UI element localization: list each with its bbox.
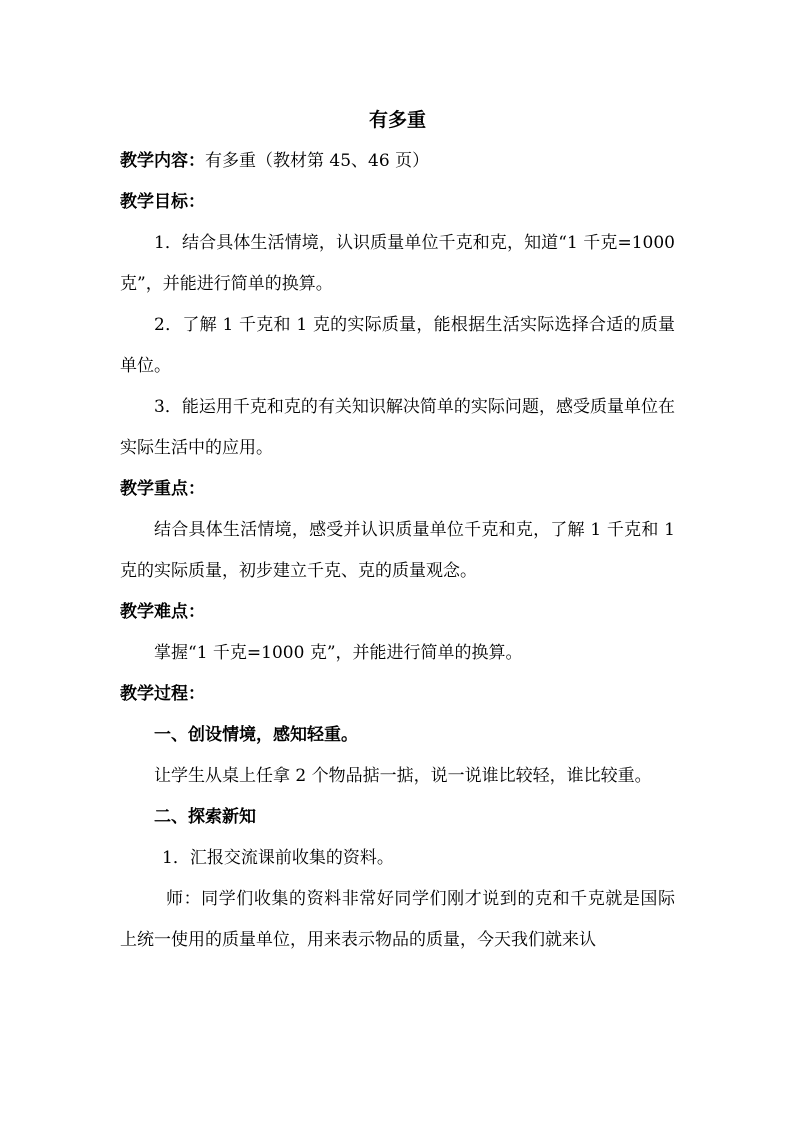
teaching-content-line bbox=[120, 141, 675, 182]
step1-text: 1．汇报交流课前收集的资料。 bbox=[162, 848, 394, 868]
section2-heading: 二、探索新知 bbox=[154, 807, 256, 827]
difficulty-heading: 教学难点： bbox=[120, 602, 205, 622]
document-body bbox=[120, 100, 675, 961]
teacher-text: 师：同学们收集的资料非常好同学们刚才说到的克和千克就是国际上统一使用的质量单位，用来表示物品的质量，今天我们就来认 bbox=[120, 889, 675, 950]
teaching-content-label: 教学内容： bbox=[120, 151, 205, 171]
objective-item-2: 2．了解 1 千克和 1 克的实际质量，能根据生活实际选择合适的质量单位。 bbox=[120, 315, 675, 376]
process-heading: 教学过程： bbox=[120, 684, 205, 704]
document-title: 有多重 bbox=[368, 109, 426, 131]
key-points-heading: 教学重点： bbox=[120, 479, 205, 499]
objective-item-1: 1．结合具体生活情境，认识质量单位千克和克，知道“1 千克=1000 克”，并能进行简单的换算。 bbox=[120, 233, 675, 294]
objective-item-3: 3．能运用千克和克的有关知识解决简单的实际问题，感受质量单位在实际生活中的应用。 bbox=[120, 397, 675, 458]
key-points-text: 结合具体生活情境，感受并认识质量单位千克和克，了解 1 千克和 1 克的实际质量，初步建立千克、克的质量观念。 bbox=[120, 520, 675, 581]
section1-text: 让学生从桌上任拿 2 个物品掂一掂，说一说谁比较轻，谁比较重。 bbox=[154, 766, 652, 786]
objectives-heading: 教学目标： bbox=[120, 192, 205, 212]
section1-heading: 一、创设情境，感知轻重。 bbox=[154, 725, 358, 745]
difficulty-text: 掌握“1 千克=1000 克”，并能进行简单的换算。 bbox=[154, 643, 523, 663]
teaching-content-value: 有多重（教材第 45、46 页） bbox=[205, 151, 430, 171]
